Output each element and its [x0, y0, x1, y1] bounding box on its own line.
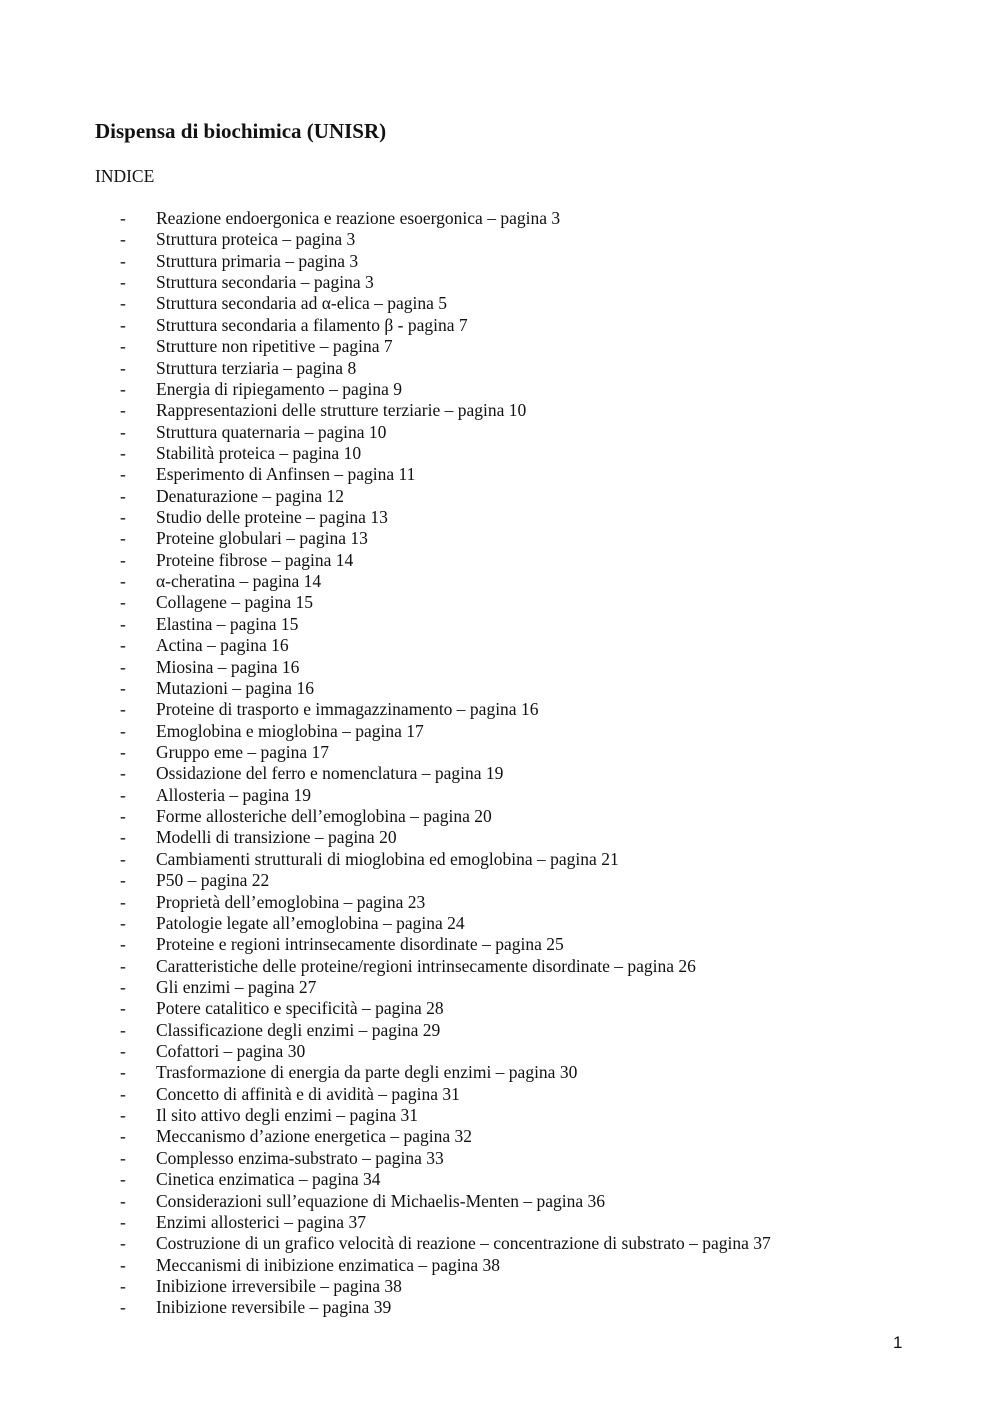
toc-entry: Caratteristiche delle proteine/regioni intrinsecamente disordinate – pagina 26	[156, 955, 696, 976]
toc-bullet: -	[120, 1211, 126, 1232]
toc-bullet: -	[120, 485, 126, 506]
toc-entry: Allosteria – pagina 19	[156, 784, 312, 805]
toc-bullet: -	[120, 1041, 126, 1062]
toc-bullet: -	[120, 677, 126, 698]
toc-entry: Meccanismo d’azione energetica – pagina 32	[156, 1126, 472, 1147]
toc-bullet: -	[120, 442, 126, 463]
toc-bullet: -	[120, 699, 126, 720]
toc-entry: Struttura terziaria – pagina 8	[156, 357, 357, 378]
toc-bullet: -	[120, 720, 126, 741]
toc-entry: Struttura proteica – pagina 3	[156, 229, 356, 250]
toc-entry: Struttura secondaria ad α-elica – pagina 5	[156, 293, 447, 314]
toc-entry: Struttura primaria – pagina 3	[156, 250, 359, 271]
toc-entry: Miosina – pagina 16	[156, 656, 300, 677]
toc-entry: Trasformazione di energia da parte degli enzimi – pagina 30	[156, 1062, 578, 1083]
toc-bullet: -	[120, 336, 126, 357]
toc-entry: Stabilità proteica – pagina 10	[156, 442, 362, 463]
toc-bullet: -	[120, 741, 126, 762]
toc-bullet: -	[120, 998, 126, 1019]
toc-bullet: -	[120, 378, 126, 399]
toc-bullet: -	[120, 976, 126, 997]
toc-bullet: -	[120, 528, 126, 549]
toc-bullet: -	[120, 571, 126, 592]
toc-bullet: -	[120, 1275, 126, 1296]
toc-entry: Struttura quaternaria – pagina 10	[156, 421, 387, 442]
toc-entry: Mutazioni – pagina 16	[156, 677, 314, 698]
toc-bullet: -	[120, 250, 126, 271]
toc-entry: Concetto di affinità e di avidità – pagina 31	[156, 1083, 460, 1104]
toc-bullet: -	[120, 357, 126, 378]
toc-entry: Inibizione reversibile – pagina 39	[156, 1297, 392, 1318]
toc-bullet: -	[120, 763, 126, 784]
toc-entry: Denaturazione – pagina 12	[156, 485, 345, 506]
toc-entry: Proteine globulari – pagina 13	[156, 528, 368, 549]
toc-entry: Ossidazione del ferro e nomenclatura – pagina 19	[156, 763, 504, 784]
toc-bullet: -	[120, 827, 126, 848]
toc-bullet: -	[120, 613, 126, 634]
toc-entry: Proteine fibrose – pagina 14	[156, 549, 354, 570]
document-title: Dispensa di biochimica (UNISR)	[95, 119, 387, 143]
toc-entry: Proteine di trasporto e immagazzinamento – pagina 16	[156, 699, 539, 720]
toc-entry: Struttura secondaria – pagina 3	[156, 272, 374, 293]
toc-bullet: -	[120, 656, 126, 677]
toc-bullet: -	[120, 806, 126, 827]
toc-entry: Strutture non ripetitive – pagina 7	[156, 336, 393, 357]
toc-entry: Forme allosteriche dell’emoglobina – pagina 20	[156, 806, 492, 827]
toc-bullet: -	[120, 1019, 126, 1040]
toc-entry: Rappresentazioni delle strutture terziarie – pagina 10	[156, 400, 527, 421]
toc-bullet: -	[120, 549, 126, 570]
toc-bullet: -	[120, 1083, 126, 1104]
toc-entry: Cambiamenti strutturali di mioglobina ed emoglobina – pagina 21	[156, 848, 619, 869]
toc-entry: Considerazioni sull’equazione di Michaelis-Menten – pagina 36	[156, 1190, 606, 1211]
toc-bullet: -	[120, 784, 126, 805]
toc-bullet: -	[120, 272, 126, 293]
toc-entry: Enzimi allosterici – pagina 37	[156, 1211, 366, 1232]
toc-bullet: -	[120, 1105, 126, 1126]
toc-bullet: -	[120, 934, 126, 955]
index-heading: INDICE	[95, 166, 155, 186]
toc-entry: Gli enzimi – pagina 27	[156, 976, 317, 997]
toc-bullet: -	[120, 912, 126, 933]
toc-bullet: -	[120, 870, 126, 891]
toc-bullet: -	[120, 1169, 126, 1190]
toc-bullet: -	[120, 1062, 126, 1083]
toc-bullet: -	[120, 891, 126, 912]
toc-bullet: -	[120, 1233, 126, 1254]
toc-bullet: -	[120, 314, 126, 335]
toc-entry: Modelli di transizione – pagina 20	[156, 827, 397, 848]
toc-entry: Studio delle proteine – pagina 13	[156, 507, 388, 528]
toc-entry: Cinetica enzimatica – pagina 34	[156, 1169, 381, 1190]
toc-entry: Potere catalitico e specificità – pagina 28	[156, 998, 444, 1019]
toc-entry: P50 – pagina 22	[156, 870, 270, 891]
toc-bullet: -	[120, 1190, 126, 1211]
toc-bullet: -	[120, 208, 126, 228]
toc-entry: Costruzione di un grafico velocità di reazione – concentrazione di substrato – pagina 37	[156, 1233, 771, 1254]
toc-bullet: -	[120, 635, 126, 656]
toc-bullet: -	[120, 1297, 126, 1318]
toc-bullet: -	[120, 1254, 126, 1275]
toc-entry: Actina – pagina 16	[156, 635, 289, 656]
toc-entry: Struttura secondaria a filamento β - pagina 7	[156, 314, 468, 335]
toc-entry: Patologie legate all’emoglobina – pagina 24	[156, 912, 465, 933]
toc-entry: Proprietà dell’emoglobina – pagina 23	[156, 891, 426, 912]
toc-bullet: -	[120, 592, 126, 613]
toc-bullet: -	[120, 507, 126, 528]
toc-entry: Gruppo eme – pagina 17	[156, 741, 330, 762]
toc-entry: Collagene – pagina 15	[156, 592, 313, 613]
toc-entry: Reazione endoergonica e reazione esoergonica – pagina 3	[156, 208, 561, 228]
toc-entry: Elastina – pagina 15	[156, 613, 299, 634]
toc-entry: Emoglobina e mioglobina – pagina 17	[156, 720, 424, 741]
toc-bullet: -	[120, 293, 126, 314]
toc-entry: α-cheratina – pagina 14	[156, 571, 322, 592]
toc-entry: Classificazione degli enzimi – pagina 29	[156, 1019, 441, 1040]
page-number: 1	[893, 1333, 903, 1352]
toc-bullet: -	[120, 1147, 126, 1168]
toc-entry: Meccanismi di inibizione enzimatica – pagina 38	[156, 1254, 501, 1275]
toc-bullet: -	[120, 464, 126, 485]
toc-bullet: -	[120, 421, 126, 442]
toc-bullet: -	[120, 848, 126, 869]
toc-entry: Proteine e regioni intrinsecamente disordinate – pagina 25	[156, 934, 564, 955]
toc-bullet: -	[120, 229, 126, 250]
toc-bullet: -	[120, 400, 126, 421]
toc-entry: Complesso enzima-substrato – pagina 33	[156, 1147, 444, 1168]
toc-entry: Energia di ripiegamento – pagina 9	[156, 378, 403, 399]
toc-entry: Cofattori – pagina 30	[156, 1041, 306, 1062]
toc-bullet: -	[120, 1126, 126, 1147]
toc-bullet: -	[120, 955, 126, 976]
toc-entry: Esperimento di Anfinsen – pagina 11	[156, 464, 416, 485]
toc-entry: Inibizione irreversibile – pagina 38	[156, 1275, 402, 1296]
toc-entry: Il sito attivo degli enzimi – pagina 31	[156, 1105, 418, 1126]
